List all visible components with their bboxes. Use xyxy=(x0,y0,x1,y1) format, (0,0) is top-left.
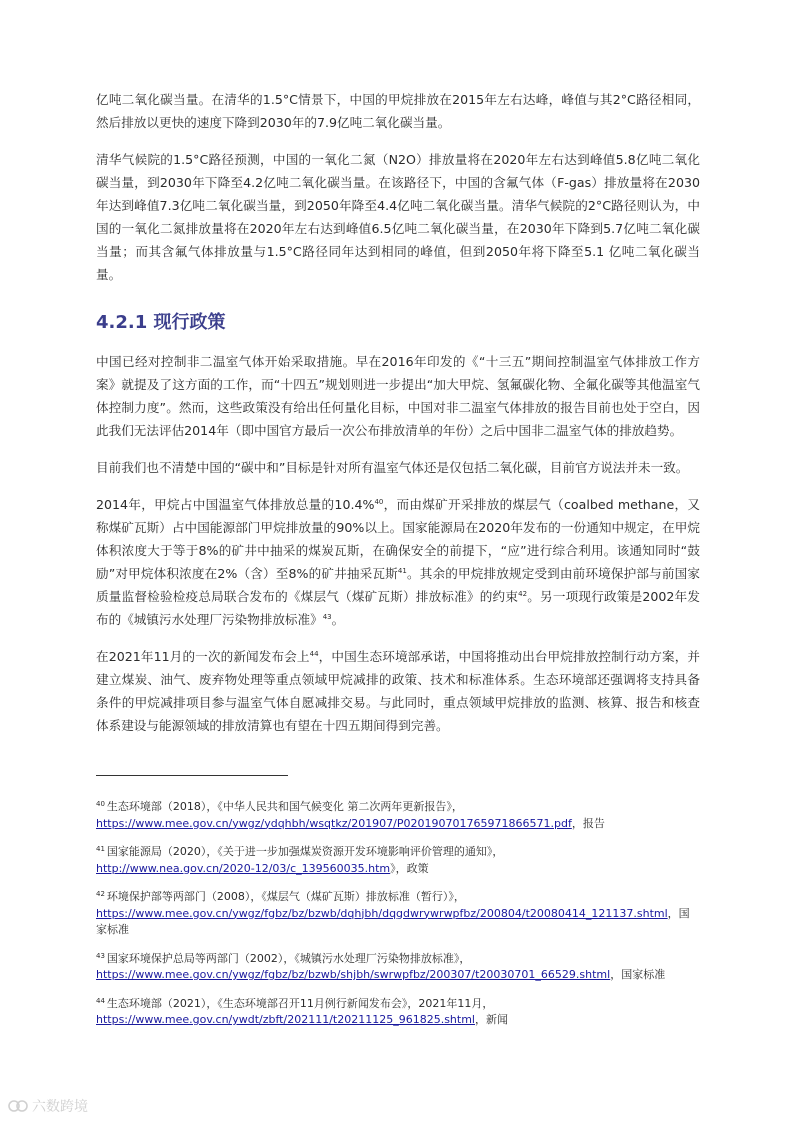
footnote-44 xyxy=(96,993,700,1029)
p6-text-a: 在2021年11月的一次的新闻发布会上 xyxy=(96,649,310,664)
footnote-link[interactable]: https://www.mee.gov.cn/ywgz/fgbz/bz/bzwb/shjbh/swrwpfbz/200307/t20030701_66529.shtml xyxy=(96,968,611,981)
footnote-link[interactable]: https://www.mee.gov.cn/ywgz/fgbz/bz/bzwb/dqhjbh/dqgdwrywrwpfbz/200804/t20080414_121137.shtml xyxy=(96,906,668,920)
p6-text-b: ，中国生态环境部承诺，中国将推动出台甲烷排放控制行动方案，并建立煤炭、油气、废弃物处理等重点领域甲烷减排的政策、技术和标准体系。生态环境部还强调将支持具备条件的甲烷减排项目参与温室气体自愿减排交易。与此同时，重点领域甲烷排放的监测、核算、报告和核查体系建设与能源领域的排放清算也有望在十四五期间得到完善。 xyxy=(96,649,701,733)
footnote-tail: ，报告 xyxy=(571,816,605,830)
footnote-text: 国家环境保护总局等两部门（2002），《城镇污水处理厂污染物排放标准》， xyxy=(106,951,471,965)
footnote-number: 43 xyxy=(96,951,105,960)
section-heading: 4.2.1 现行政策 xyxy=(96,312,226,333)
paragraph-1: 亿吨二氧化碳当量。在清华的1.5°C情景下，中国的甲烷排放在2015年左右达峰，峰值与其2°C路径相同，然后排放以更快的速度下降到2030年的7.9亿吨二氧化碳当量。 xyxy=(96,92,700,130)
p5-text-b: ，而由煤矿开采排放的煤层气（coalbed methane，又称煤矿瓦斯）占中国能源部门甲烷排放量的90%以上。国家能源局在2020年发布的一份通知中规定，在甲烷体积浓度大于等于8%的矿井中抽采的煤炭瓦斯，在确保安全的前提下，“应”进行综合利用。该通知同时“鼓励”对甲烷体积浓度在2%（含）至8%的矿井抽采瓦斯 xyxy=(96,497,700,581)
footnote-tail: ，国家标准 xyxy=(96,906,690,936)
p5-text-e: 。 xyxy=(331,612,345,627)
main-content xyxy=(96,88,700,751)
footnote-40 xyxy=(96,796,700,832)
footnote-ref-42[interactable]: 42 xyxy=(518,590,528,598)
watermark xyxy=(8,1096,88,1116)
footnote-number: 40 xyxy=(96,800,105,808)
footnote-text: 国家能源局（2020），《关于进一步加强煤炭资源开发环境影响评价管理的通知》， xyxy=(106,845,504,858)
paragraph-3: 中国已经对控制非二温室气体开始采取措施。早在2016年印发的《“十三五”期间控制温室气体排放工作方案》就提及了这方面的工作，而“十四五”规划则进一步提出“加大甲烷、氢氟碳化物、全氟化碳等其他温室气体控制力度”。然而，这些政策没有给出任何量化目标，中国对非二温室气体排放的报告目前也处于空白，因此我们无法评估2014年（即中国官方最后一次公布排放清单的年份）之后中国非二温室气体的排放趋势。 xyxy=(96,354,700,438)
footnote-number: 41 xyxy=(96,845,105,853)
p5-text-a: 2014年，甲烷占中国温室气体排放总量的10.4% xyxy=(96,497,375,512)
footnote-link[interactable]: https://www.mee.gov.cn/ywgz/ydqhbh/wsqtkz/201907/P020190701765971866571.pdf xyxy=(96,816,572,830)
footnote-text: 生态环境部（2021），《生态环境部召开11月例行新闻发布会》，2021年11月， xyxy=(106,996,494,1010)
footnote-tail: ，国家标准 xyxy=(610,968,666,981)
footnote-text: 生态环境部（2018），《中华人民共和国气候变化 第二次两年更新报告》， xyxy=(106,800,463,813)
footnotes xyxy=(96,796,700,1038)
paragraph-5 xyxy=(96,493,700,631)
watermark-text: 六数跨境 xyxy=(32,1099,88,1115)
paragraph-2: 清华气候院的1.5°C路径预测，中国的一氧化二氮（N2O）排放量将在2020年左右达到峰值5.8亿吨二氧化碳当量，到2030年下降至4.2亿吨二氧化碳当量。在该路径下，中国的含氟气体（F-gas）排放量将在2030年达到峰值7.3亿吨二氧化碳当量，到2050年降至4.4亿吨二氧化碳当量。清华气候院的2°C路径则认为，中国的一氧化二氮排放量将在2020年左右达到峰值6.5亿吨二氧化碳当量，在2030年下降到5.7亿吨二氧化碳当量；而其含氟气体排放量与1.5°C路径同年达到相同的峰值，但到2050年将下降至5.1 亿吨二氧化碳当量。 xyxy=(96,152,700,282)
paragraph-4: 目前我们也不清楚中国的“碳中和”目标是针对所有温室气体还是仅包括二氧化碳，目前官方说法并未一致。 xyxy=(96,460,689,475)
footnote-number: 44 xyxy=(96,996,105,1005)
paragraph-6 xyxy=(96,645,700,737)
footnote-ref-44[interactable]: 44 xyxy=(309,650,319,658)
p5-text-d: 。另一项现行政策是2002年发布的《城镇污水处理厂污染物排放标准》 xyxy=(96,589,700,627)
footnote-divider xyxy=(96,775,288,776)
watermark-logo-icon xyxy=(8,1099,28,1113)
footnote-text: 环境保护部等两部门（2008），《煤层气（煤矿瓦斯）排放标准（暂行）》， xyxy=(106,890,465,903)
p5-text-c: 。其余的甲烷排放规定受到由前环境保护部与前国家质量监督检验检疫总局联合发布的《煤层气（煤矿瓦斯）排放标准》的约束 xyxy=(96,566,701,604)
footnote-link[interactable]: http://www.nea.gov.cn/2020-12/03/c_139560035.htm xyxy=(96,861,391,875)
footnote-41 xyxy=(96,841,700,877)
footnote-link[interactable]: https://www.mee.gov.cn/ywdt/zbft/202111/t20211125_961825.shtml xyxy=(96,1013,475,1026)
footnote-43 xyxy=(96,948,700,984)
footnote-tail: 》，政策 xyxy=(390,861,429,875)
footnote-tail: ，新闻 xyxy=(474,1013,508,1026)
footnote-ref-43[interactable]: 43 xyxy=(322,613,332,621)
footnote-42 xyxy=(96,886,700,939)
footnote-ref-41[interactable]: 41 xyxy=(397,567,407,575)
footnote-ref-40[interactable]: 40 xyxy=(374,498,384,506)
footnote-number: 42 xyxy=(96,890,105,898)
